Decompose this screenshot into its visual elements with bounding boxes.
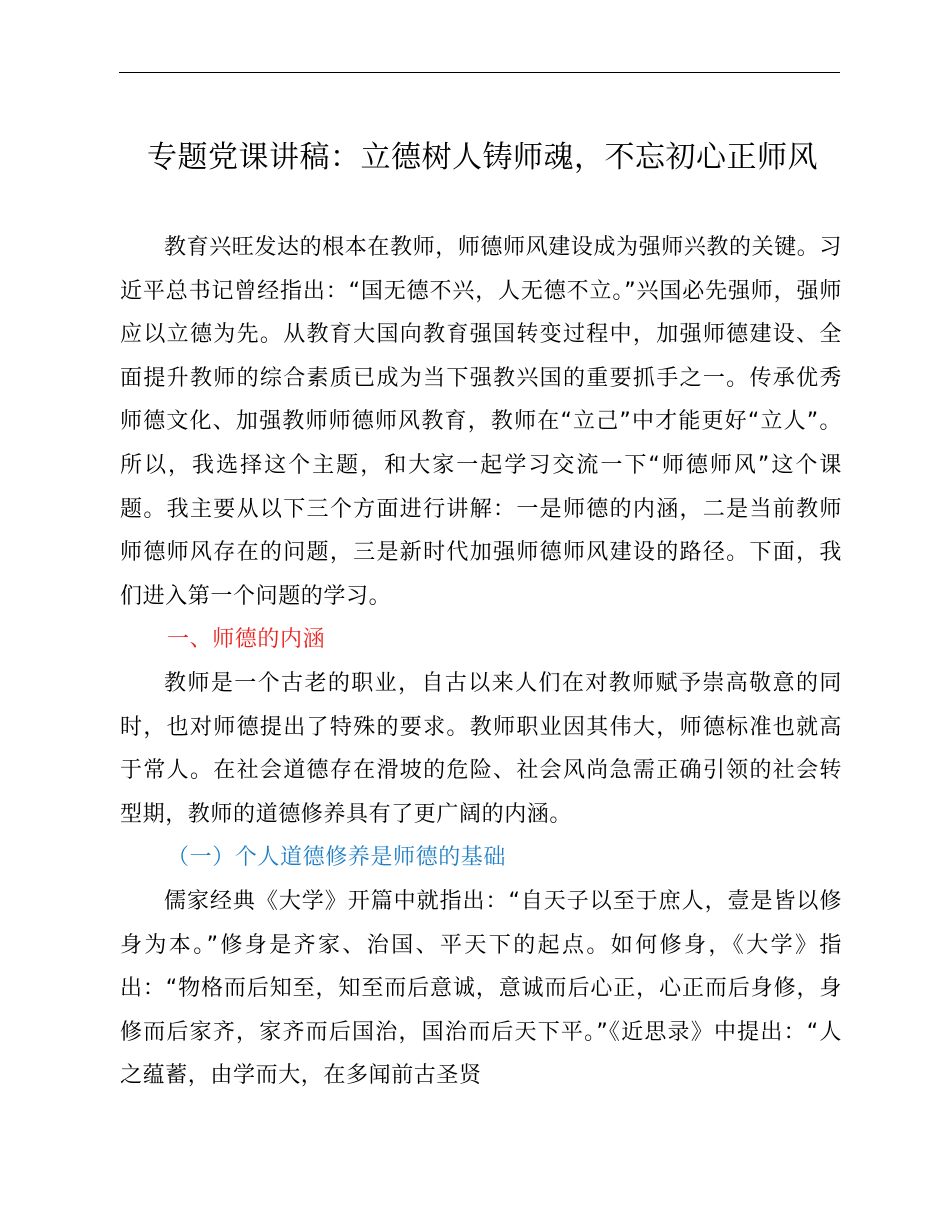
paragraph-subsection-1: 儒家经典《大学》开篇中就指出：“自天子以至于庶人，壹是皆以修身为本。”修身是齐家、治国、平天下的起点。如何修身，《大学》指出：“物格而后知至，知至而后意诚，意诚而后心正，心正而后身修，身修而后家齐，家齐而后国治，国治而后天下平。”《近思录》中提出：“人之蕴蓄，由学而大，在多闻前古圣贤 xyxy=(120,888,842,1089)
paragraph-intro: 教育兴旺发达的根本在教师，师德师风建设成为强师兴教的关键。习近平总书记曾经指出：“国无德不兴，人无德不立。”兴国必先强师，强师应以立德为先。从教育大国向教育强国转变过程中，加强师德建设、全面提升教师的综合素质已成为当下强教兴国的重要抓手之一。传承优秀师德文化、加强教师师德师风教育，教师在“立己”中才能更好“立人”。所以，我选择这个主题，和大家一起学习交流一下“师德师风”这个课题。我主要从以下三个方面进行讲解：一是师德的内涵，二是当前教师师德师风存在的问题，三是新时代加强师德师风建设的路径。下面，我们进入第一个问题的学习。 xyxy=(120,235,843,609)
document-body xyxy=(120,226,842,1098)
section-heading-1: 一、师德的内涵 xyxy=(167,627,326,653)
header-rule xyxy=(119,72,840,73)
paragraph-section-1: 教师是一个古老的职业，自古以来人们在对教师赋予崇高敬意的同时，也对师德提出了特殊的要求。教师职业因其伟大，师德标准也就高于常人。在社会道德存在滑坡的危险、社会风尚急需正确引领的社会转型期，教师的道德修养具有了更广阔的内涵。 xyxy=(120,670,842,827)
page-title: 专题党课讲稿：立德树人铸师魂，不忘初心正师风 xyxy=(147,140,818,175)
subsection-heading-1: （一）个人道德修养是师德的基础 xyxy=(167,845,507,871)
